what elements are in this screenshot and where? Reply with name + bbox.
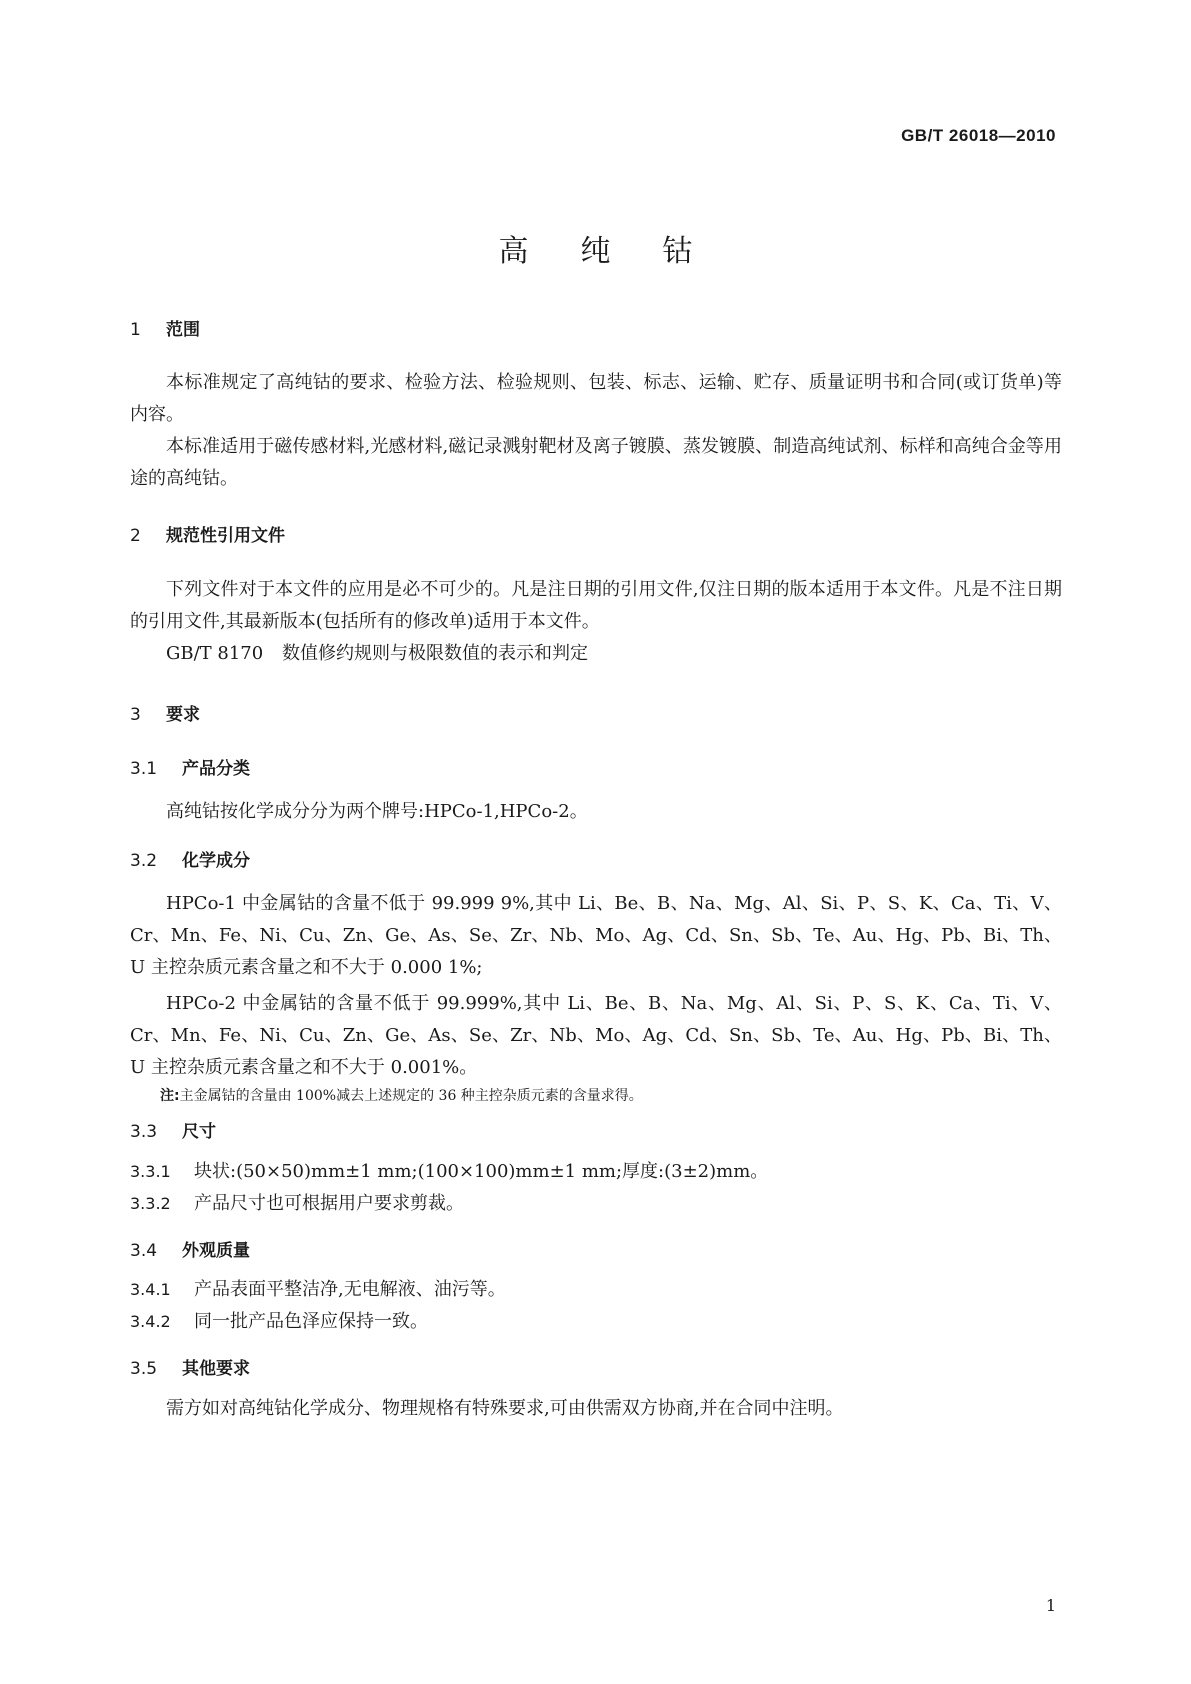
note-text: 主金属钴的含量由 100%减去上述规定的 36 种主控杂质元素的含量求得。	[179, 1088, 643, 1104]
paragraph: 需方如对高纯钴化学成分、物理规格有特殊要求,可由供需双方协商,并在合同中注明。	[166, 1398, 844, 1419]
paragraph: 本标准规定了高纯钴的要求、检验方法、检验规则、包装、标志、运输、贮存、质量证明书和合同(或订货单)等内容。	[130, 372, 1062, 425]
note-label: 注:	[160, 1088, 180, 1104]
clause-3-3-2	[130, 1188, 1062, 1220]
reference-code: GB/T 8170	[166, 643, 264, 664]
section-number: 3	[130, 705, 141, 725]
section-3-4-heading	[130, 1236, 1062, 1261]
section-3-5-body	[130, 1393, 1062, 1425]
section-3-3-body	[130, 1156, 1062, 1220]
section-2-body	[130, 574, 1062, 670]
reference-title: 数值修约规则与极限数值的表示和判定	[282, 643, 588, 664]
section-number: 3.5	[130, 1359, 158, 1379]
section-3-4-body	[130, 1274, 1062, 1338]
section-2-heading	[130, 521, 1062, 546]
section-title: 规范性引用文件	[166, 526, 285, 546]
normative-reference	[130, 638, 1062, 670]
clause-text: 产品表面平整洁净,无电解液、油污等。	[194, 1279, 506, 1300]
section-number: 3.1	[130, 759, 158, 779]
section-number: 3.4	[130, 1241, 158, 1261]
clause-3-4-1	[130, 1274, 1062, 1306]
paragraph: HPCo-1 中金属钴的含量不低于 99.999 9%,其中 Li、Be、B、Na、Mg、Al、Si、P、S、K、Ca、Ti、V、Cr、Mn、Fe、Ni、Cu、Zn、Ge、As、Se、Zr、Nb、Mo、Ag、Cd、Sn、Sb、Te、Au、Hg、Pb、Bi、Th、U 主控杂质元素含量之和不大于 0.000 1%;	[130, 893, 1062, 978]
paragraph: 下列文件对于本文件的应用是必不可少的。凡是注日期的引用文件,仅注日期的版本适用于本文件。凡是不注日期的引用文件,其最新版本(包括所有的修改单)适用于本文件。	[130, 579, 1062, 632]
section-3-3-heading	[130, 1117, 1062, 1142]
page-number: 1	[1045, 1596, 1056, 1615]
section-3-5-heading	[130, 1354, 1062, 1379]
clause-number: 3.3.1	[130, 1162, 171, 1181]
standard-code: GB/T 26018—2010	[901, 126, 1056, 145]
section-title: 要求	[166, 705, 200, 725]
section-title: 化学成分	[182, 851, 250, 871]
section-title: 产品分类	[182, 759, 250, 779]
clause-text: 同一批产品色泽应保持一致。	[194, 1311, 428, 1332]
section-1-body	[130, 367, 1062, 495]
section-3-2-body	[130, 888, 1062, 1108]
section-title: 尺寸	[182, 1122, 216, 1142]
section-title: 外观质量	[182, 1241, 250, 1261]
paragraph: HPCo-2 中金属钴的含量不低于 99.999%,其中 Li、Be、B、Na、Mg、Al、Si、P、S、K、Ca、Ti、V、Cr、Mn、Fe、Ni、Cu、Zn、Ge、As、Se、Zr、Nb、Mo、Ag、Cd、Sn、Sb、Te、Au、Hg、Pb、Bi、Th、U 主控杂质元素含量之和不大于 0.001%。	[130, 993, 1062, 1078]
paragraph: 本标准适用于磁传感材料,光感材料,磁记录溅射靶材及离子镀膜、蒸发镀膜、制造高纯试剂、标样和高纯合金等用途的高纯钴。	[130, 436, 1062, 489]
section-number: 3.3	[130, 1122, 158, 1142]
clause-3-4-2	[130, 1306, 1062, 1338]
section-3-1-body	[130, 796, 1062, 828]
clause-number: 3.4.1	[130, 1280, 171, 1299]
section-title: 其他要求	[182, 1359, 250, 1379]
section-3-1-heading	[130, 754, 1062, 779]
section-number: 3.2	[130, 851, 158, 871]
section-title: 范围	[166, 320, 200, 340]
clause-text: 产品尺寸也可根据用户要求剪裁。	[194, 1193, 464, 1214]
clause-3-3-1	[130, 1156, 1062, 1188]
section-3-2-heading	[130, 846, 1062, 871]
clause-text: 块状:(50×50)mm±1 mm;(100×100)mm±1 mm;厚度:(3±2)mm。	[194, 1161, 769, 1182]
section-number: 2	[130, 526, 141, 546]
document-title: 高纯钴	[498, 234, 745, 269]
section-3-heading	[130, 700, 1062, 725]
clause-number: 3.3.2	[130, 1194, 171, 1213]
section-number: 1	[130, 320, 141, 340]
paragraph: 高纯钴按化学成分分为两个牌号:HPCo-1,HPCo-2。	[166, 801, 588, 822]
note	[130, 1084, 1062, 1108]
clause-number: 3.4.2	[130, 1312, 171, 1331]
section-1-heading	[130, 315, 1062, 340]
